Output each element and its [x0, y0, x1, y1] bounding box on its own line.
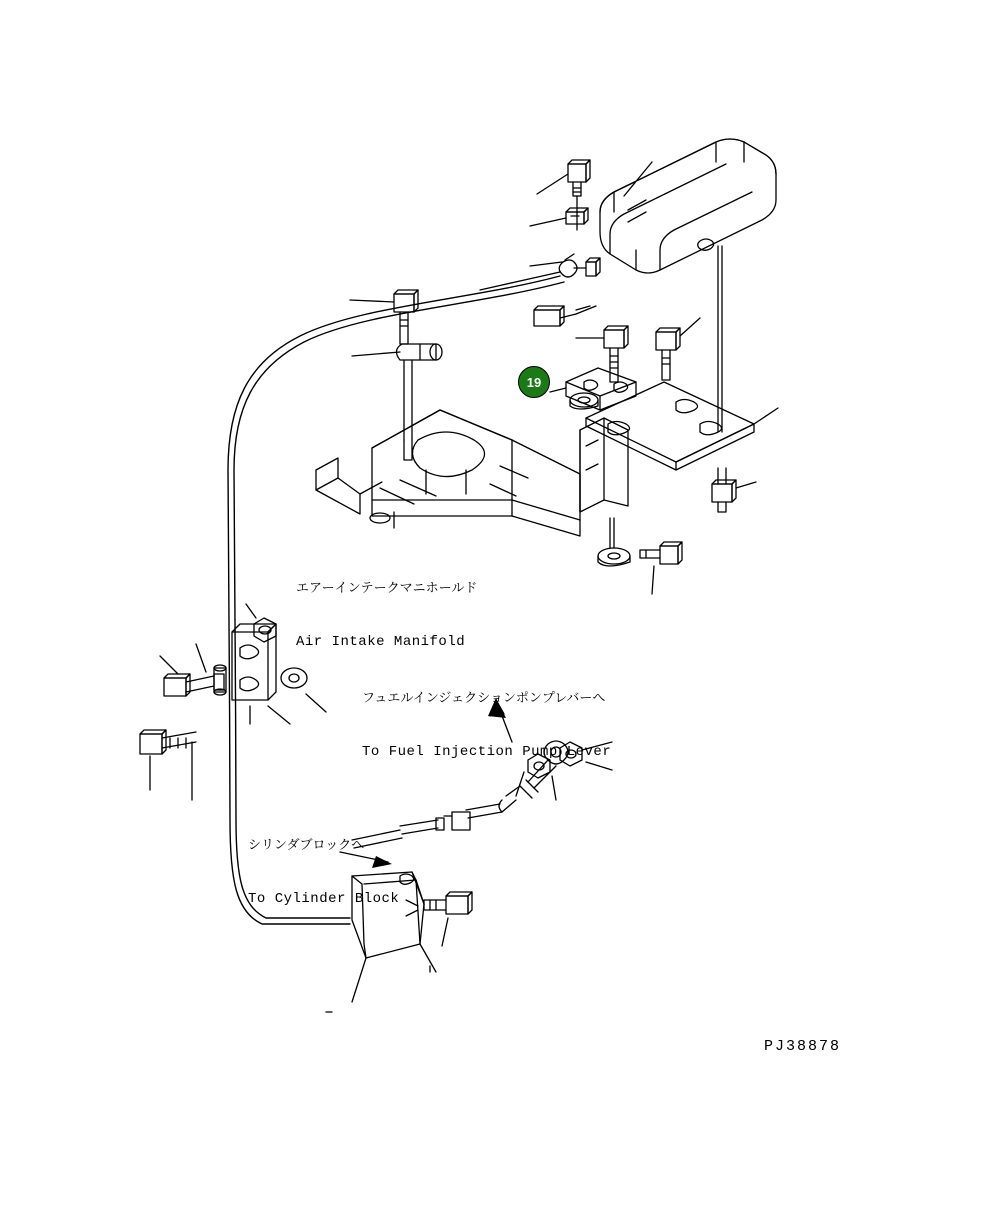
- bolt-plate-lower: [712, 468, 736, 512]
- bolt-left-bracket-lower: [140, 730, 196, 754]
- cable-bracket-19: [566, 368, 636, 410]
- washer-lower: [598, 548, 630, 566]
- bolt-left-bracket-upper: [164, 674, 224, 696]
- bolt-lower-right: [640, 542, 682, 564]
- control-rod-upper: [480, 254, 600, 290]
- label-to-cylinder-block: [248, 802, 399, 943]
- support-bracket: [580, 418, 628, 512]
- label-to-cylinder-block-en: To Cylinder Block: [248, 890, 400, 907]
- bolt-left-upper: [394, 290, 418, 344]
- bolt-center-upper: [604, 326, 628, 382]
- hex-nut-left: [254, 618, 276, 642]
- label-to-fuel-injection-pump-lever-en: To Fuel Injection Pump Lever: [362, 743, 612, 760]
- top-bolt-assembly: [568, 160, 590, 230]
- label-to-cylinder-block-jp: シリンダブロックへ: [248, 837, 365, 853]
- label-to-fuel-injection-pump-lever-jp: フュエルインジェクションポンプレバーへ: [362, 690, 606, 706]
- cable-elbow-left: [396, 344, 442, 460]
- label-to-fuel-injection-pump-lever: [362, 655, 611, 796]
- cable-end-fitting: [534, 306, 590, 326]
- bolt-center-right: [656, 328, 680, 380]
- air-cleaner-body: [600, 139, 776, 273]
- bolt-heat-shield: [424, 892, 472, 914]
- callout-marker-19[interactable]: 19: [518, 366, 550, 398]
- drawing-code: PJ38878: [764, 1038, 842, 1055]
- air-intake-manifold: [316, 410, 580, 536]
- label-air-intake-manifold-jp: エアーインテークマニホールド: [296, 580, 478, 596]
- label-air-intake-manifold-en: Air Intake Manifold: [296, 633, 466, 650]
- washer-center: [570, 393, 598, 409]
- mounting-plate: [586, 382, 754, 470]
